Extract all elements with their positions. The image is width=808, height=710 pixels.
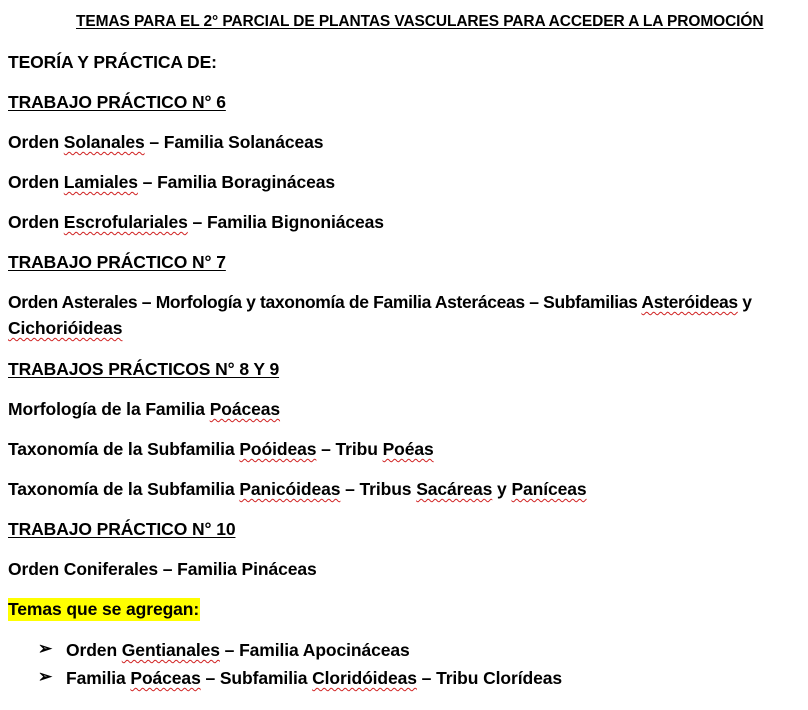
tp7-line-1: Orden Asterales – Morfología y taxonomía de Familia Asteráceas – Subfamilias Asteróideas y <box>8 292 752 312</box>
highlight: Temas que se agregan: <box>8 599 200 619</box>
tp89-line-3: Taxonomía de la Subfamilia Panicóideas – Tribus Sacáreas y Paníceas <box>8 479 587 499</box>
added-item-1: Orden Gentianales – Familia Apocináceas <box>66 640 410 660</box>
tp6-item-2: Orden Lamiales – Familia Boragináceas <box>8 172 336 192</box>
bullet-arrow-icon: ➢ <box>38 639 53 658</box>
tp6-item-3: Orden Escrofulariales – Familia Bignoniáceas <box>8 212 384 232</box>
tp6-heading: TRABAJO PRÁCTICO N° 6 <box>8 92 226 112</box>
intro-heading: TEORÍA Y PRÁCTICA DE: <box>8 52 217 72</box>
tp7-heading: TRABAJO PRÁCTICO N° 7 <box>8 252 226 272</box>
tp10-line-1: Orden Coniferales – Familia Pináceas <box>8 559 317 579</box>
added-item-2: Familia Poáceas – Subfamilia Cloridóideas – Tribu Clorídeas <box>66 668 562 688</box>
tp7-line-2: Cichorióideas <box>8 318 123 338</box>
added-topics-heading <box>8 599 200 619</box>
tp89-line-1: Morfología de la Familia Poáceas <box>8 399 281 419</box>
tp6-item-1: Orden Solanales – Familia Solanáceas <box>8 132 324 152</box>
bullet-arrow-icon: ➢ <box>38 667 53 686</box>
tp89-line-2: Taxonomía de la Subfamilia Poóideas – Tribu Poéas <box>8 439 434 459</box>
tp89-heading: TRABAJOS PRÁCTICOS N° 8 Y 9 <box>8 359 280 379</box>
document-title: TEMAS PARA EL 2° PARCIAL DE PLANTAS VASCULARES PARA ACCEDER A LA PROMOCIÓN <box>76 13 764 30</box>
tp10-heading: TRABAJO PRÁCTICO N° 10 <box>8 519 236 539</box>
